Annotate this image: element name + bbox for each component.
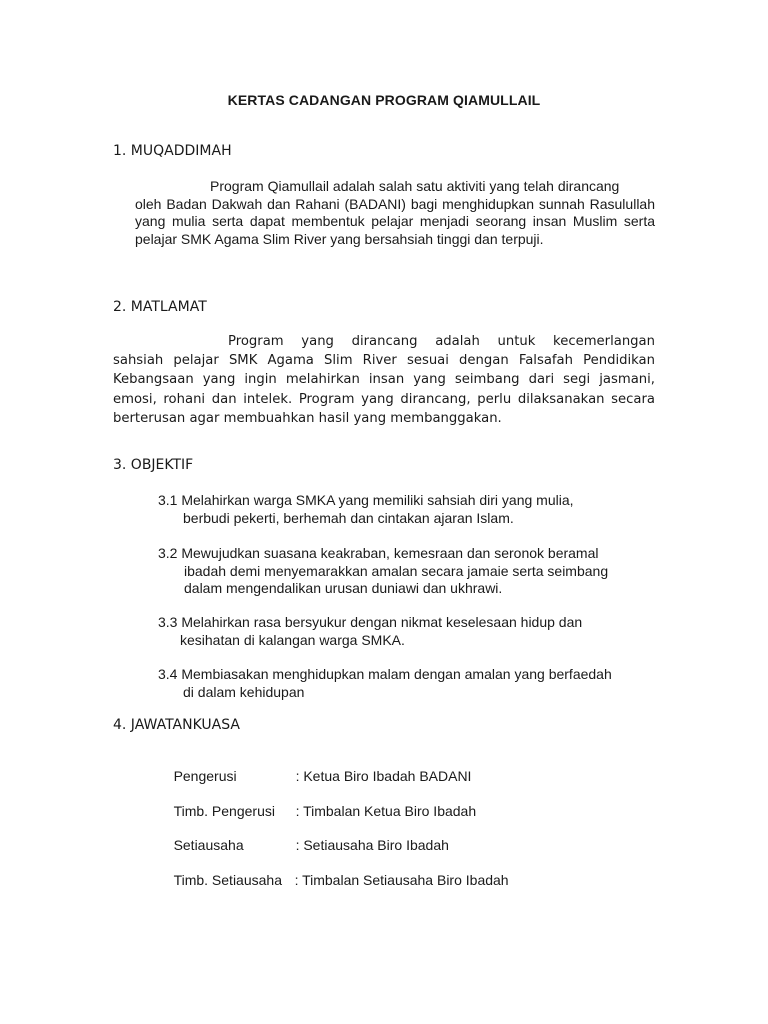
muqaddimah-first-line: Program Qiamullail adalah salah satu aktiviti yang telah dirancang [210, 178, 620, 194]
objective-item-2 [158, 545, 658, 598]
objective-number: 3.3 [158, 614, 178, 630]
objective-item-4 [158, 666, 658, 701]
document-title: KERTAS CADANGAN PROGRAM QIAMULLAIL [227, 92, 541, 108]
objective-number: 3.4 [158, 666, 178, 682]
matlamat-body: sahsiah pelajar SMK Agama Slim River sesuai dengan Falsafah Pendidikan Kebangsaan yang ingin melahirkan insan yang seimbang dari segi jasmani, emosi, rohani dan intelek. Program yang dirancang, perlu dilaksanakan secara berterusan agar membuahkan hasil yang membanggakan. [113, 353, 655, 426]
committee-holder: : Timbalan Setiausaha Biro Ibadah [294, 872, 509, 888]
objective-line: dalam mengendalikan urusan duniawi dan ukhrawi. [184, 580, 503, 596]
committee-holder: : Timbalan Ketua Biro Ibadah [295, 803, 477, 819]
objective-number: 3.1 [158, 492, 178, 508]
matlamat-first-line: Program yang dirancang adalah untuk kecemerlangan [228, 334, 655, 349]
objective-item-1 [158, 492, 658, 527]
objective-number: 3.2 [158, 545, 178, 561]
committee-holder: : Setiausaha Biro Ibadah [295, 837, 449, 853]
committee-role: Timb. Setiausaha [173, 872, 282, 888]
objective-line: Melahirkan warga SMKA yang memiliki sahsiah diri yang mulia, [181, 492, 574, 508]
objective-line: Mewujudkan suasana keakraban, kemesraan dan seronok beramal [181, 545, 599, 561]
section-heading-jawatankuasa: 4. JAWATANKUASA [113, 717, 240, 733]
objective-line: Membiasakan menghidupkan malam dengan amalan yang berfaedah [181, 666, 612, 682]
objective-line: di dalam kehidupan [183, 683, 305, 700]
objective-line: kesihatan di kalangan warga SMKA. [180, 631, 405, 648]
section-heading-muqaddimah: 1. MUQADDIMAH [113, 143, 232, 159]
matlamat-paragraph [113, 332, 655, 428]
muqaddimah-paragraph [135, 178, 655, 248]
objective-item-3 [158, 614, 658, 649]
committee-role: Timb. Pengerusi [173, 803, 275, 819]
committee-holder: : Ketua Biro Ibadah BADANI [295, 768, 472, 784]
section-heading-matlamat: 2. MATLAMAT [113, 299, 207, 315]
committee-role: Setiausaha [173, 837, 244, 853]
committee-row [158, 856, 509, 904]
objective-line: berbudi pekerti, berhemah dan cintakan ajaran Islam. [183, 509, 514, 526]
section-heading-objektif: 3. OBJEKTIF [113, 457, 194, 473]
objective-line: Melahirkan rasa bersyukur dengan nikmat keselesaan hidup dan [181, 614, 583, 630]
muqaddimah-body: oleh Badan Dakwah dan Rahani (BADANI) bagi menghidupkan sunnah Rasulullah yang mulia serta dapat membentuk pelajar menjadi seorang insan Muslim serta pelajar SMK Agama Slim River yang bersahsiah tinggi dan terpuji. [135, 195, 655, 247]
committee-role: Pengerusi [173, 768, 237, 784]
objective-line: ibadah demi menyemarakkan amalan secara jamaie serta seimbang [184, 562, 609, 579]
